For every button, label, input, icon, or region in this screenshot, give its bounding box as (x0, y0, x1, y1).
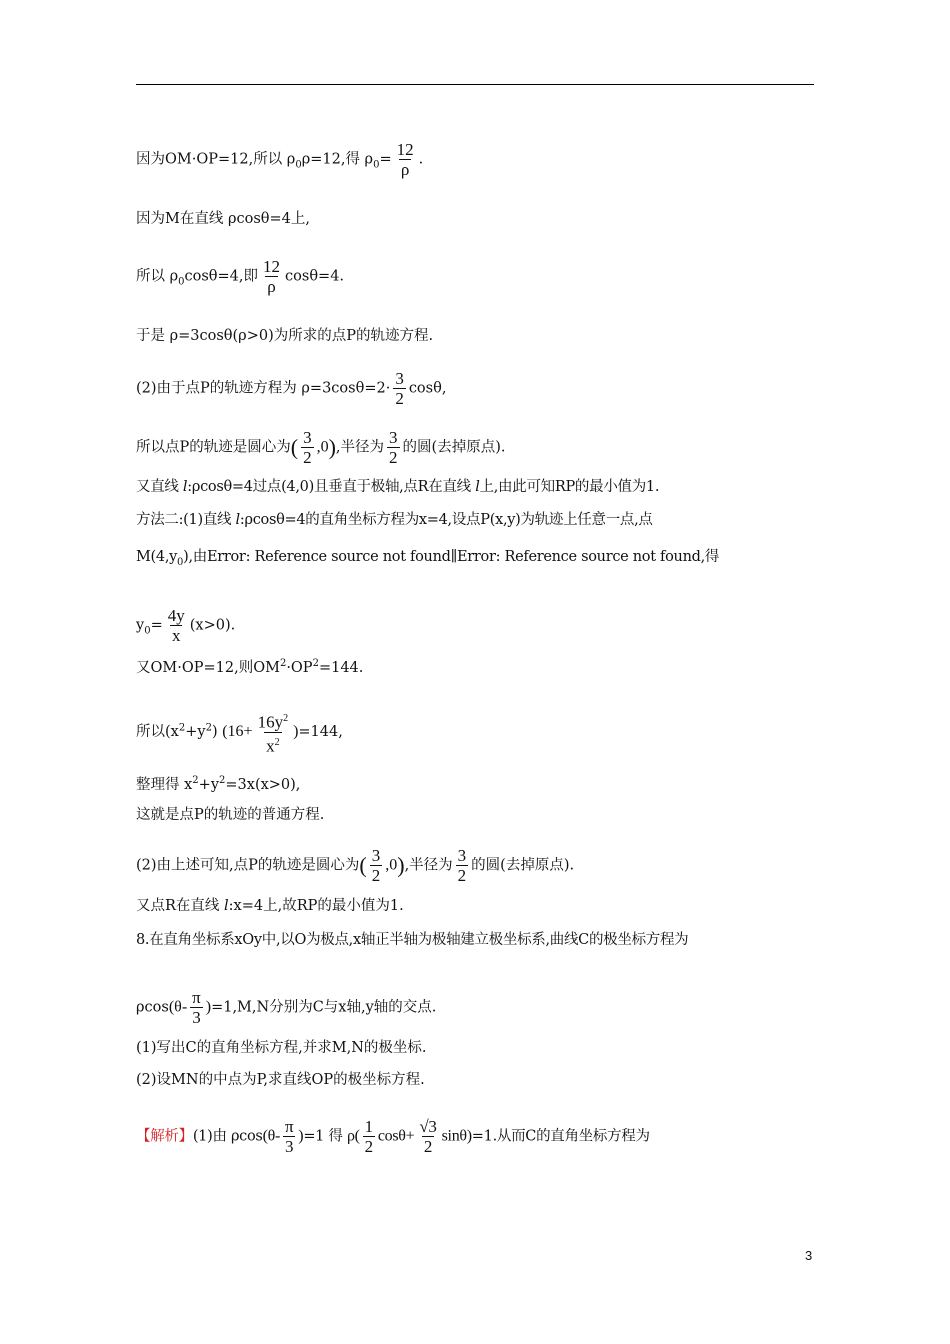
fraction: $\frac{12}{\rho}$ (396, 140, 414, 179)
fraction: $\frac{3}{2}$ (395, 369, 404, 408)
fraction: $\frac{16y^2}{x^2}$ (257, 712, 289, 756)
fraction: $\frac{4y}{x}$ (167, 606, 185, 645)
fraction: $\frac{3}{2}$ (303, 428, 312, 467)
line-11: 又OM·OP=12,则$OM^2\cdot OP^2=144$. (136, 658, 364, 676)
solution-tag: 【解析】 (136, 1128, 193, 1145)
line-19: (1)写出C的直角坐标方程,并求M,N的极坐标. (136, 1040, 427, 1056)
line-14: 这就是点P的轨迹的普通方程. (136, 807, 325, 823)
line-12: 所以$(x^2+y^2)$ (16+ $\frac{16y^2}{x^2}$ )=144, (136, 709, 814, 755)
line-9: $M(4,y_0)$,由Error: Reference source not found∥Error: Reference source not found,得 (136, 549, 720, 568)
fraction: $\frac{\pi}{3}$ (285, 1117, 294, 1156)
fraction: $\frac{\pi}{3}$ (192, 988, 201, 1027)
fraction: $\frac{3}{2}$ (389, 428, 398, 467)
line-17-problem-8: 8.在直角坐标系xOy中,以O为极点,x轴正半轴为极轴建立极坐标系,曲线C的极坐标方程为 (136, 932, 689, 948)
line-13: 整理得 $x^2+y^2=3x(x>0)$, (136, 775, 301, 793)
line-4: 于是 ρ=3cosθ(ρ>0)为所求的点P的轨迹方程. (136, 328, 434, 344)
fraction: $\frac{3}{2}$ (371, 846, 381, 885)
fraction: $\frac{√3}{2}$ (419, 1117, 437, 1156)
line-21-solution: 【解析】(1)由 ρcos(θ- $\frac{\pi}{3}$ )=1 得 ρ( $\frac{1}{2}$ cosθ+ $\frac{√3}{2}$ sinθ)=1.从而C的直角坐标方程为 (136, 1117, 650, 1156)
line-20: (2)设MN的中点为P,求直线OP的极坐标方程. (136, 1072, 425, 1088)
line-10: $y_0=$ $\frac{4y}{x}$ (x>0). (136, 606, 236, 645)
line-7: 又直线 l:ρcosθ=4过点(4,0)且垂直于极轴,点R在直线 l上,由此可知RP的最小值为1. (136, 479, 660, 495)
fraction: $\frac{1}{2}$ (364, 1117, 373, 1156)
line-3: 所以 $\rho_0\cos\theta=4$,即 $\frac{12}{\rho}$ cosθ=4. (136, 257, 345, 296)
line-1: 因为OM·OP=12,所以 $\rho_0\rho=12$,得 $\rho_0=$ $\frac{12}{\rho}$ . (136, 140, 424, 179)
line-2: 因为M在直线 ρcosθ=4上, (136, 211, 310, 227)
fraction: $\frac{3}{2}$ (457, 846, 467, 885)
line-8: 方法二:(1)直线 l:ρcosθ=4的直角坐标方程为x=4,设点P(x,y)为轨迹上任意一点,点 (136, 512, 653, 528)
page-number: 3 (805, 1248, 813, 1263)
fraction: $\frac{12}{\rho}$ (263, 257, 281, 296)
line-5: (2)由于点P的轨迹方程为 ρ=3cosθ=2· $\frac{3}{2}$ cosθ, (136, 369, 447, 408)
line-6: 所以点P的轨迹是圆心为( $\frac{3}{2}$ ,0),半径为 $\frac{3}{2}$ 的圆(去掉原点). (136, 428, 506, 467)
header-rule (136, 84, 814, 85)
line-18: ρcos(θ- $\frac{\pi}{3}$ )=1,M,N分别为C与x轴,y轴的交点. (136, 988, 437, 1027)
line-16: 又点R在直线 l:x=4上,故RP的最小值为1. (136, 898, 404, 914)
line-15: (2)由上述可知,点P的轨迹是圆心为( $\frac{3}{2}$ ,0),半径为 $\frac{3}{2}$ 的圆(去掉原点). (136, 846, 575, 885)
